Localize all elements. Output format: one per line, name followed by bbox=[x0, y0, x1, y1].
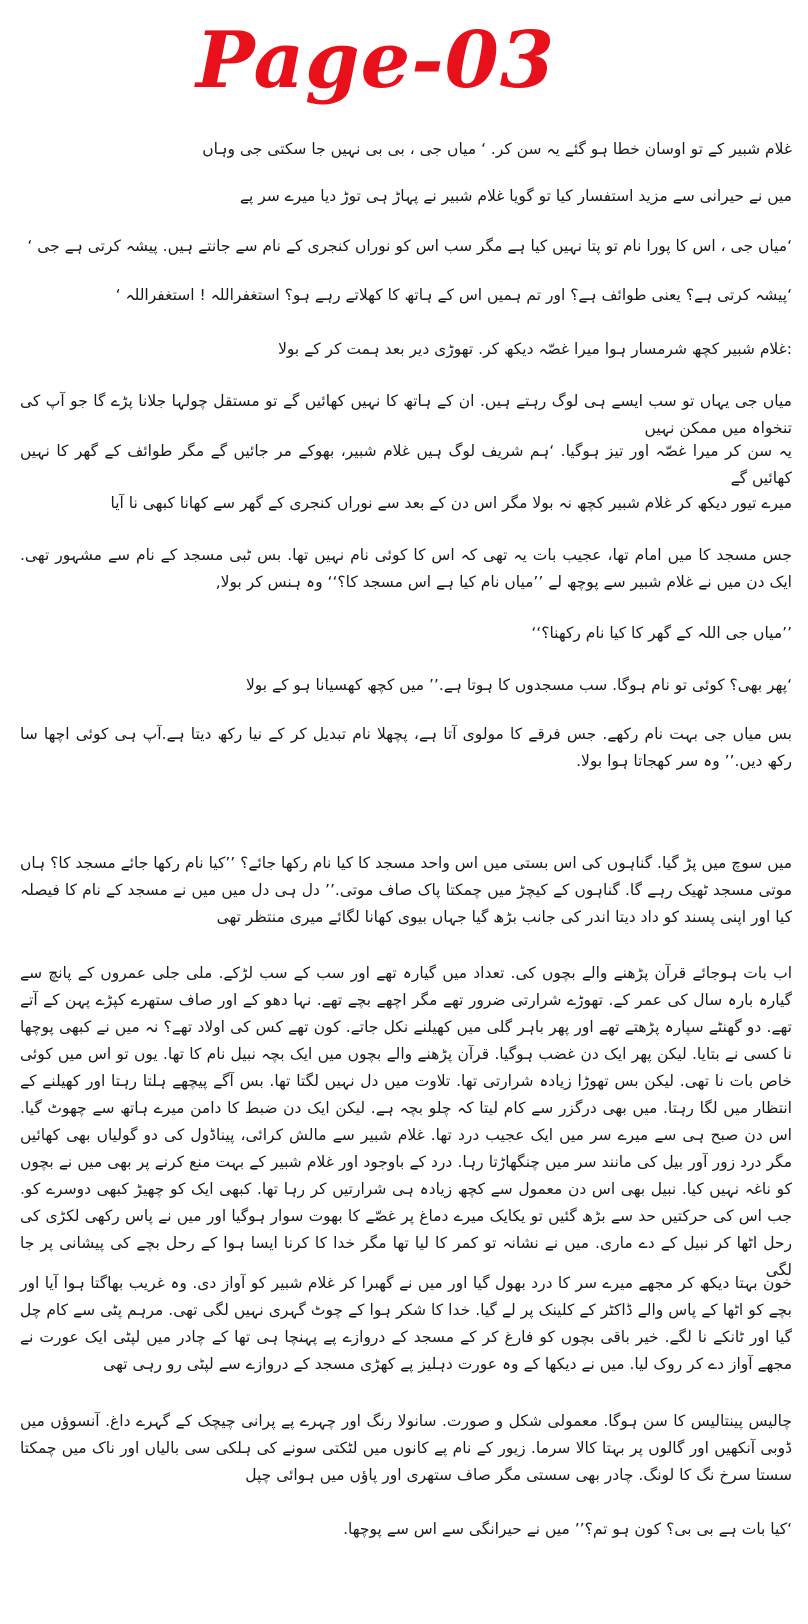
paragraph-16: چالیس پینتالیس کا سن ہوگا. معمولی شکل و صورت. سانولا رنگ اور چہرے پے پرانی چیچک کے گہرے داغ. آنسوؤں میں ڈوبی آنکھیں اور گالوں پر بہتا کالا سرما. زیور کے نام پے کانوں میں لٹکتی سونے کی ہلکی سی بالیاں اور ناک میں چمکتا سستا سرخ نگ کا لونگ. چادر بھی سستی مگر صاف ستھری اور پاؤں میں ہوائی چپل bbox=[20, 1412, 792, 1484]
paragraph-8: میرے تیور دیکھ کر غلام شبیر کچھ نہ بولا مگر اس دن کے بعد سے نوراں کنجری کے گھر سے کھانا کبھی نا آیا bbox=[110, 494, 792, 512]
paragraph-13: میں سوچ میں پڑ گیا. گناہوں کی اس بستی میں اس واحد مسجد کا کیا نام رکھا جائے؟ ’’کیا نام رکھا جائے مسجد کا؟ ہاں موتی مسجد ٹھیک رہے گا. گناہوں کے کیچڑ میں چمکتا پاک صاف موتی.’’ دل ہی دل میں میں نے مسجد کے نام کا فیصلہ کیا اور اپنی پسند کو داد دیتا اندر کی جانب بڑھ گیا جہاں بیوی کھانا لگائے میری منتظر تھی bbox=[20, 854, 792, 926]
paragraph-1: غلام شبیر کے تو اوسان خطا ہو گئے یہ سن کر. ‘ میاں جی ، بی بی نہیں جا سکتی جی وہاں bbox=[202, 140, 792, 158]
paragraph-10: ’’میاں جی اللہ کے گھر کا کیا نام رکھنا؟‘‘ bbox=[531, 624, 792, 642]
paragraph-6: میاں جی یہاں تو سب ایسے ہی لوگ رہتے ہیں. ان کے ہاتھ کا نہیں کھائیں گے تو مستقل چولہا جلانا پڑے گا جو آپ کی تنخواہ میں ممکن نہیں bbox=[20, 392, 792, 437]
paragraph-17: ‘کیا بات ہے بی بی؟ کون ہو تم؟’’ میں نے حیرانگی سے اس سے پوچھا. bbox=[343, 1520, 792, 1538]
page-title: Page-03 bbox=[196, 15, 556, 106]
paragraph-5: :غلام شبیر کچھ شرمسار ہوا میرا غصّہ دیکھ کر. تھوڑی دیر بعد ہمت کر کے بولا bbox=[278, 340, 792, 358]
paragraph-11: ‘پھر بھی؟ کوئی تو نام ہوگا. سب مسجدوں کا ہوتا ہے.’’ میں کچھ کھسیانا ہو کے بولا bbox=[245, 676, 792, 694]
paragraph-3: ‘میاں جی ، اس کا پورا نام تو پتا نہیں کیا ہے مگر سب اس کو نوراں کنجری کے نام سے جانتے ہیں. پیشہ کرتی ہے جی ‘ bbox=[27, 237, 792, 255]
paragraph-9: جس مسجد کا میں امام تھا، عجیب بات یہ تھی کہ اس کا کوئی نام نہیں تھا. بس ٹبی مسجد کے نام سے مشہور تھی. ایک دن میں نے غلام شبیر سے پوچھ لے ’’میاں نام کیا ہے اس مسجد کا؟‘‘ وہ ہنس کر بولا, bbox=[20, 546, 792, 591]
paragraph-15: خون بہتا دیکھ کر مجھے میرے سر کا درد بھول گیا اور میں نے گھبرا کر غلام شبیر کو آواز دی. وہ غریب بھاگتا ہوا آیا اور بچے کو اٹھا کے پاس والے ڈاکٹر کے کلینک پر لے گیا. خدا کا شکر ہوا کے چوٹ گہری نہیں لگی تھی. مرہم پٹی سے کام چل گیا اور ٹانکے نا لگے. خیر باقی بچوں کو فارغ کر کے مسجد کے دروازے پے پہنچا ہی تھا کے چادر میں لپٹی ایک عورت نے مجھے آواز دے کر روک لیا. میں نے دیکھا کے وہ عورت دہلیز پے کھڑی مسجد کے دروازے سے لپٹی رو رہی تھی bbox=[20, 1274, 792, 1373]
paragraph-4: ‘پیشہ کرتی ہے؟ یعنی طوائف ہے؟ اور تم ہمیں اس کے ہاتھ کا کھلاتے رہے ہو؟ استغفراللہ ! استغفراللہ ‘ bbox=[115, 286, 792, 304]
paragraph-7: یہ سن کر میرا غصّہ اور تیز ہوگیا. ‘ہم شریف لوگ ہیں غلام شبیر، بھوکے مر جائیں گے مگر طوائف کے گھر کا نہیں کھائیں گے bbox=[20, 442, 792, 487]
paragraph-14: اب بات ہوجائے قرآن پڑھنے والے بچوں کی. تعداد میں گیارہ تھے اور سب کے سب لڑکے. ملی جلی عمروں کے پانچ سے گیارہ بارہ سال کی عمر کے. تھوڑے شرارتی ضرور تھے مگر اچھے بچے تھے. نہا دھو کے اور صاف ستھرے کپڑے پہن کے آتے تھے. دو گھنٹے سپارہ پڑھتے تھے اور پھر باہر گلی میں کھیلنے نکل جاتے. کون تھے کس کی اولاد تھے؟ نہ میں نے کبھی پوچھا نا کسی نے بتایا. لیکن پھر ایک دن غضب ہوگیا. قرآن پڑھنے والے بچوں میں ایک بچہ نبیل نام کا تھا. یوں تو اس میں کوئی خاص بات نا تھی. لیکن بس تھوڑا زیادہ شرارتی تھا. تلاوت میں دل نہیں لگتا تھا. بس آگے پیچھے ہلتا رہتا اور کھیلنے کے انتظار میں لگا رہتا. میں بھی درگزر سے کام لیتا کہ چلو بچہ ہے. لیکن ایک دن ضبط کا دامن میرے ہاتھ سے چھوٹ گیا. اس دن صبح ہی سے میرے سر میں ایک عجیب درد تھا. غلام شبیر سے مالش کرائی، پیناڈول کی دو گولیاں بھی کھائیں مگر درد زور آور بیل کی مانند سر میں چنگھاڑتا رہا. درد کے باوجود اور غلام شبیر کے بہت منع کرنے پر بھی میں نے بچوں کو ناغہ نہیں کیا. نبیل بھی اس دن معمول سے کچھ زیادہ ہی شرارتیں کر رہا تھا. کبھی ایک کو چھیڑ کبھی دوسرے کو. جب اس کی حرکتیں حد سے بڑھ گئیں تو یکایک میرے دماغ پر غصّے کا بھوت سوار ہوگیا اور میں نے پاس رکھی لکڑی کی رحل اٹھا کر نبیل کے دے ماری. میں نے نشانہ تو کمر کا لیا تھا مگر خدا کا کرنا ایسا ہوا کے رحل بچے کی پیشانی پر جا لگی bbox=[20, 964, 792, 1279]
paragraph-12: بس میاں جی بہت نام رکھے. جس فرقے کا مولوی آتا ہے، پچھلا نام تبدیل کر کے نیا رکھ دیتا ہے.آپ ہی کوئی اچھا سا رکھ دیں.’’ وہ سر کھجاتا ہوا بولا. bbox=[20, 725, 792, 770]
paragraph-2: میں نے حیرانی سے مزید استفسار کیا تو گویا غلام شبیر نے پہاڑ ہی توڑ دیا میرے سر پے bbox=[239, 187, 792, 205]
